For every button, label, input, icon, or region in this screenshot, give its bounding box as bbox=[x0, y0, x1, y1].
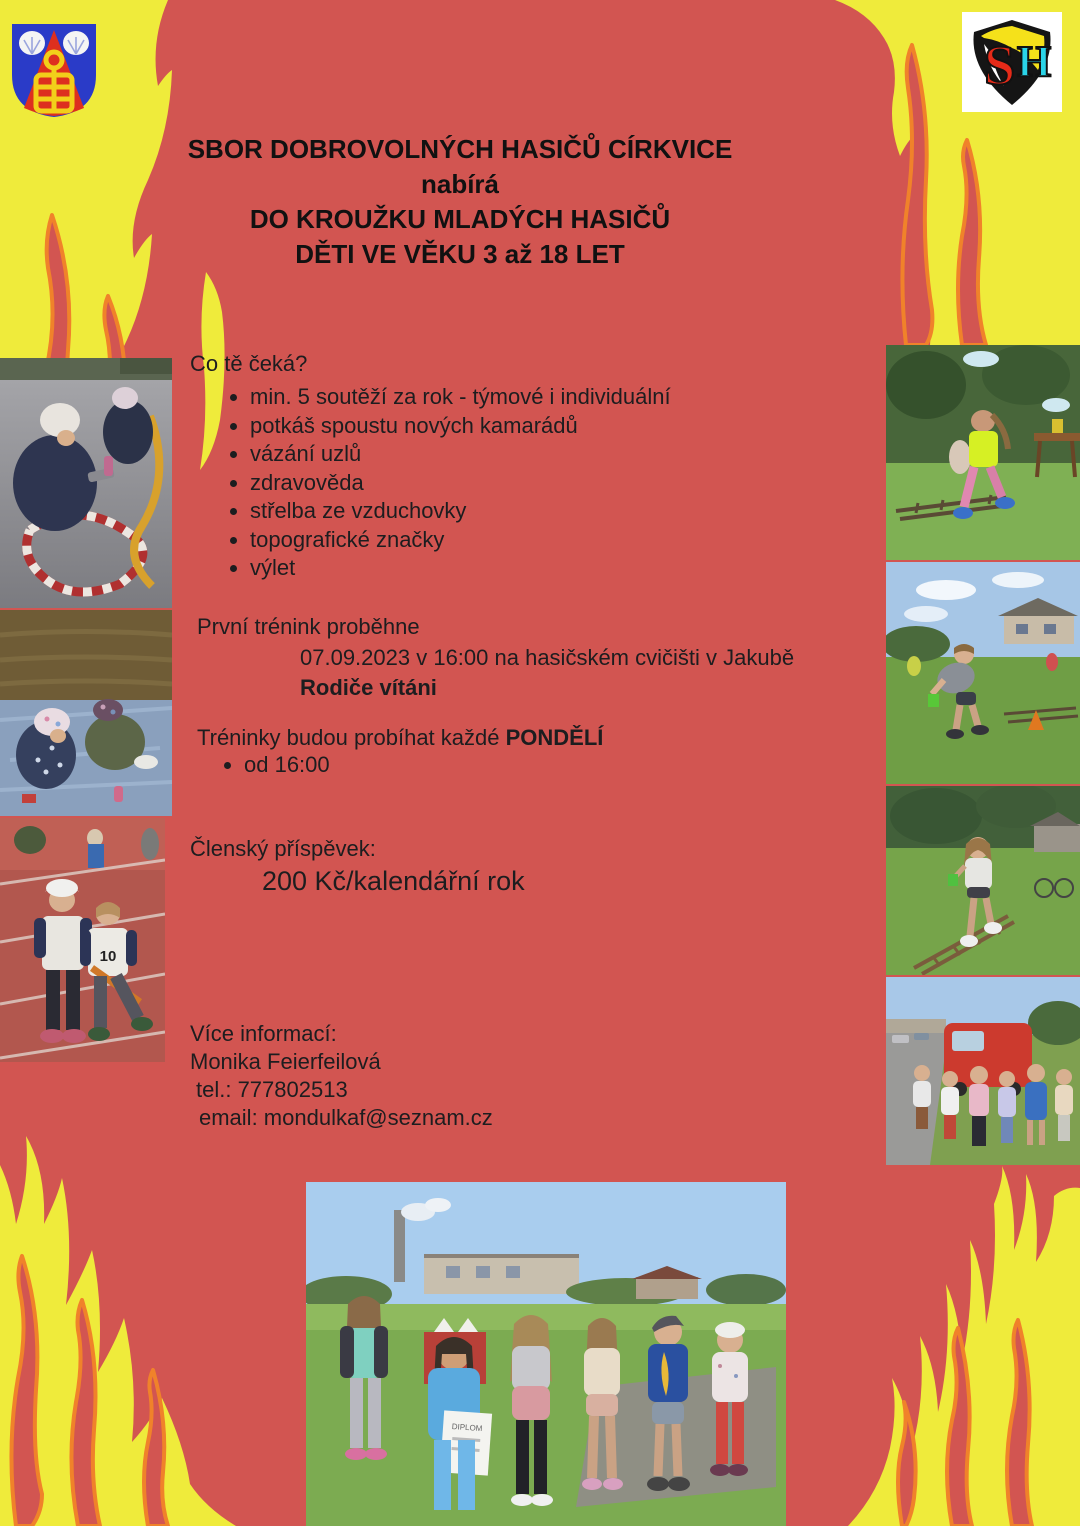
title-line-age: DĚTI VE VĚKU 3 až 18 LET bbox=[295, 239, 625, 269]
sh-cms-firefighter-logo-icon bbox=[962, 12, 1062, 112]
diploma-title: DIPLOM bbox=[451, 1421, 483, 1434]
photo-kids-on-mat bbox=[0, 610, 172, 816]
photo-diploma-group bbox=[306, 1182, 786, 1526]
benefits-list bbox=[224, 383, 671, 583]
title-line-club: SBOR DOBROVOLNÝCH HASIČŮ CÍRKVICE bbox=[187, 134, 733, 164]
parents-welcome-note: Rodiče vítáni bbox=[300, 675, 437, 700]
schedule-line bbox=[197, 724, 603, 752]
list-item: • střelba ze vzduchovky bbox=[250, 497, 671, 526]
logo-letter-h: H bbox=[1017, 37, 1052, 86]
schedule-day: PONDĚLÍ bbox=[505, 725, 604, 750]
coat-of-arms-cirkvice-icon bbox=[8, 20, 100, 120]
logo-letter-s: S bbox=[984, 35, 1016, 97]
scallop-shell-icon bbox=[19, 31, 45, 55]
first-training-date: 07.09.2023 v 16:00 na hasičském cvičišti v Jakubě bbox=[300, 645, 795, 670]
photo-running-girl bbox=[886, 345, 1080, 560]
list-item: • od 16:00 bbox=[244, 751, 330, 780]
photo-hose-rolling bbox=[0, 358, 172, 608]
schedule-text: Tréninky budou probíhat každé bbox=[197, 725, 506, 750]
scallop-shell-icon bbox=[63, 31, 89, 55]
title-line-group: DO KROUŽKU MLADÝCH HASIČŮ bbox=[249, 204, 671, 234]
contact-phone: tel.: 777802513 bbox=[196, 1077, 348, 1102]
fee-value: 200 Kč/kalendářní rok bbox=[262, 866, 525, 896]
race-bib-number: 10 bbox=[99, 948, 117, 965]
contact-name: Monika Feierfeilová bbox=[190, 1049, 381, 1074]
photo-race-track-kids bbox=[0, 818, 165, 1062]
list-item: • potkáš spoustu nových kamarádů bbox=[250, 412, 671, 441]
list-item: • min. 5 soutěží za rok - týmové i individuální bbox=[250, 383, 671, 412]
intro-heading: Co tě čeká? bbox=[190, 351, 308, 376]
title-line-recruits: nabírá bbox=[420, 169, 500, 199]
contact-heading: Více informací: bbox=[190, 1021, 337, 1046]
flyer-title bbox=[0, 132, 920, 272]
list-item: • topografické značky bbox=[250, 526, 671, 555]
photo-boy-on-lawn bbox=[886, 562, 1080, 784]
schedule-time-list bbox=[218, 751, 330, 780]
first-training-heading: První trénink proběhne bbox=[197, 614, 420, 639]
fee-label: Členský příspěvek: bbox=[190, 836, 376, 861]
list-item: • výlet bbox=[250, 554, 671, 583]
photo-group-red-van bbox=[886, 977, 1080, 1165]
photo-girl-balance-ladder bbox=[886, 786, 1080, 975]
list-item: • vázání uzlů bbox=[250, 440, 671, 469]
list-item: • zdravověda bbox=[250, 469, 671, 498]
contact-email: email: mondulkaf@seznam.cz bbox=[199, 1105, 493, 1130]
